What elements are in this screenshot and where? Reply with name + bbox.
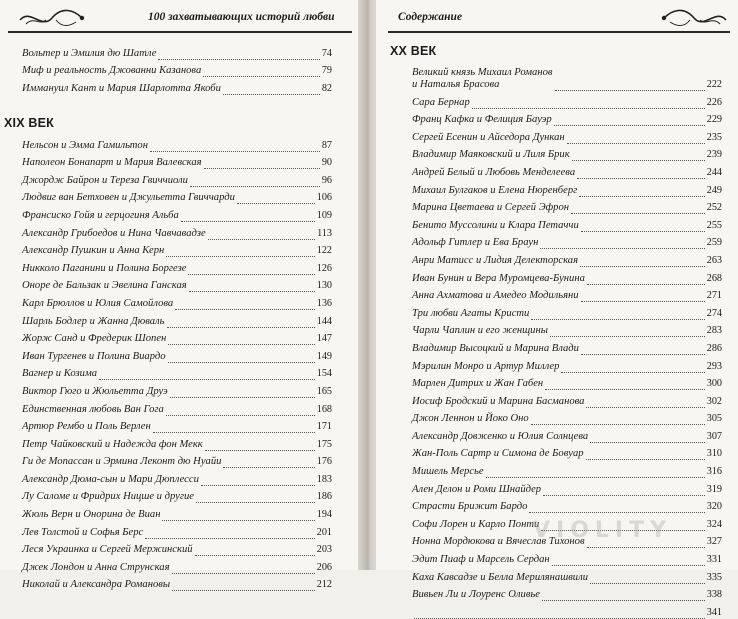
entry-title: Ги де Мопассан и Эрмина Леконт дю Нуайи — [22, 456, 222, 468]
entry-title: Артюр Рембо и Поль Верлен — [22, 421, 151, 433]
toc-entry — [412, 126, 722, 144]
entry-title — [412, 67, 553, 91]
entry-title: Нонна Мордюкова и Вячеслав Тихонов — [412, 536, 585, 548]
entry-title: Марлен Дитрих и Жан Габен — [412, 378, 544, 390]
toc-entry — [22, 204, 332, 222]
entry-title: Джек Лондон и Анна Струнская — [22, 561, 170, 573]
entry-page-number: 255 — [706, 219, 722, 231]
dot-leader — [580, 258, 705, 267]
entry-page-number: 136 — [316, 297, 332, 309]
dot-leader — [545, 381, 705, 390]
entry-title: Вольтер и Эмилия дю Шатле — [22, 47, 157, 59]
entry-page-number: 307 — [706, 430, 722, 442]
entry-page-number: 106 — [316, 192, 332, 204]
entry-title: Иван Тургенев и Полина Виардо — [22, 350, 166, 362]
entry-title: Софи Лорен и Карло Понти — [412, 518, 540, 530]
entry-page-number: 305 — [706, 413, 722, 425]
header-rule — [388, 31, 730, 33]
toc-entry — [412, 144, 722, 162]
toc-entry — [22, 398, 332, 416]
entry-title-line: Великий князь Михаил Романов — [412, 67, 553, 78]
toc-entry — [412, 601, 722, 619]
entry-page-number: 331 — [706, 554, 722, 566]
header-rule — [8, 31, 352, 33]
toc-entry — [22, 257, 332, 275]
entry-title: Жорж Санд и Фредерик Шопен — [22, 333, 167, 345]
entry-page-number: 96 — [321, 174, 332, 186]
dot-leader — [414, 610, 705, 619]
entry-title: Вивьен Ли и Лоуренс Оливье — [412, 589, 540, 601]
entry-title: Александр Грибоедов и Нина Чавчавадзе — [22, 227, 206, 239]
entry-page-number: 122 — [316, 245, 332, 257]
entry-page-number: 144 — [316, 315, 332, 327]
entry-title: Анри Матисс и Лидия Делекторская — [412, 254, 579, 266]
dot-leader — [189, 283, 315, 292]
entry-title: Мэрилин Монро и Артур Миллер — [412, 360, 560, 372]
toc-entry — [412, 161, 722, 179]
toc-entry — [22, 42, 332, 60]
entry-title: Вагнер и Козима — [22, 368, 98, 380]
dot-leader — [579, 188, 704, 197]
entry-title: Франц Кафка и Фелиция Бауэр — [412, 114, 552, 126]
dot-leader — [572, 152, 705, 161]
dot-leader — [167, 319, 315, 328]
dot-leader — [170, 389, 315, 398]
toc-entry — [412, 267, 722, 285]
toc-entry — [22, 134, 332, 152]
entry-page-number: 286 — [706, 342, 722, 354]
entry-title: Жан-Поль Сартр и Симона де Бовуар — [412, 448, 584, 460]
toc-entry — [412, 548, 722, 566]
toc-entry — [22, 468, 332, 486]
entry-title: Лев Толстой и Софья Берс — [22, 526, 144, 538]
dot-leader — [162, 512, 314, 521]
dot-leader — [581, 346, 705, 355]
entry-page-number: 175 — [316, 438, 332, 450]
dot-leader — [166, 248, 314, 257]
toc-entry — [22, 539, 332, 557]
entry-page-number: 74 — [321, 47, 332, 59]
entry-page-number: 226 — [706, 96, 722, 108]
section-title: XX ВЕК — [390, 44, 437, 58]
toc-entry — [22, 433, 332, 451]
entry-title: Андрей Белый и Любовь Менделеева — [412, 166, 576, 178]
toc-entry — [22, 187, 332, 205]
dot-leader — [531, 416, 705, 425]
entry-title: Мишель Мерсье — [412, 466, 484, 478]
left-page — [0, 0, 362, 591]
entry-title: Единственная любовь Ван Гога — [22, 403, 164, 415]
toc-entry — [412, 214, 722, 232]
toc-list-top — [22, 42, 332, 95]
entry-page-number: 203 — [316, 544, 332, 556]
toc-entry — [412, 109, 722, 127]
running-head: Содержание — [398, 11, 463, 23]
toc-entry — [22, 60, 332, 78]
dot-leader — [181, 213, 315, 222]
entry-title: Петр Чайковский и Надежда фон Мекк — [22, 438, 203, 450]
entry-title: Франсиско Гойя и герцогиня Альба — [22, 209, 179, 221]
entry-page-number: 79 — [321, 65, 332, 77]
toc-entry — [412, 584, 722, 602]
entry-page-number: 239 — [706, 149, 722, 161]
dot-leader — [555, 82, 705, 91]
dot-leader — [195, 547, 315, 556]
dot-leader — [153, 424, 315, 433]
entry-title: Никколо Паганини и Полина Боргезе — [22, 262, 187, 274]
left-header — [0, 8, 352, 30]
toc-entry — [22, 521, 332, 539]
entry-page-number: 82 — [321, 82, 332, 94]
entry-page-number: 302 — [706, 395, 722, 407]
dot-leader — [188, 266, 314, 275]
dot-leader — [590, 575, 705, 584]
toc-entry — [412, 302, 722, 320]
entry-title: Александр Довженко и Юлия Солнцева — [412, 430, 589, 442]
dot-leader — [145, 530, 314, 539]
entry-title: Владимир Высоцкий и Марина Влади — [412, 342, 579, 354]
entry-page-number: 310 — [706, 448, 722, 460]
entry-page-number: 176 — [316, 456, 332, 468]
entry-page-number: 335 — [706, 571, 722, 583]
entry-page-number: 130 — [316, 280, 332, 292]
toc-entry — [22, 345, 332, 363]
dot-leader — [567, 135, 705, 144]
dot-leader — [581, 293, 705, 302]
toc-entry — [412, 566, 722, 584]
toc-entry — [22, 310, 332, 328]
toc-entry — [22, 275, 332, 293]
toc-entry — [22, 556, 332, 574]
dot-leader — [577, 170, 705, 179]
entry-title: Иван Бунин и Вера Муромцева-Бунина — [412, 272, 585, 284]
entry-title: Бенито Муссолини и Клара Петаччи — [412, 219, 579, 231]
dot-leader — [542, 592, 705, 601]
entry-page-number: 183 — [316, 473, 332, 485]
dot-leader — [204, 160, 320, 169]
toc-entry — [412, 249, 722, 267]
entry-page-number: 126 — [316, 262, 332, 274]
dot-leader — [561, 364, 704, 373]
entry-title: Сара Бернар — [412, 96, 470, 108]
dot-leader — [168, 336, 314, 345]
dot-leader — [586, 399, 704, 408]
entry-title: Иммануил Кант и Мария Шарлотта Якоби — [22, 82, 221, 94]
entry-page-number: 249 — [706, 184, 722, 196]
entry-page-number: 149 — [316, 350, 332, 362]
entry-title: Александр Дюма-сын и Мари Дюплесси — [22, 473, 199, 485]
toc-entry — [412, 355, 722, 373]
flourish-ornament-icon — [16, 6, 86, 32]
entry-title: Марина Цветаева и Сергей Эфрон — [412, 202, 569, 214]
dot-leader — [205, 442, 315, 451]
entry-page-number: 113 — [317, 227, 332, 239]
dot-leader — [552, 557, 705, 566]
toc-entry — [22, 451, 332, 469]
entry-title: Нельсон и Эмма Гамильтон — [22, 139, 148, 151]
dot-leader — [554, 117, 705, 126]
entry-page-number: 293 — [706, 360, 722, 372]
dot-leader — [172, 565, 315, 574]
toc-entry — [412, 232, 722, 250]
entry-page-number: 252 — [706, 202, 722, 214]
dot-leader — [158, 51, 319, 60]
dot-leader — [196, 494, 315, 503]
dot-leader — [223, 86, 320, 95]
toc-entry — [22, 169, 332, 187]
entry-page-number: 154 — [316, 368, 332, 380]
entry-page-number: 168 — [316, 403, 332, 415]
dot-leader — [529, 504, 704, 513]
entry-title: Леся Украинка и Сергей Мержинский — [22, 544, 193, 556]
dot-leader — [168, 354, 315, 363]
dot-leader — [531, 311, 704, 320]
entry-page-number: 327 — [706, 536, 722, 548]
entry-title: Джон Леннон и Йоко Оно — [412, 413, 529, 425]
toc-entry — [412, 408, 722, 426]
entry-page-number: 206 — [316, 561, 332, 573]
dot-leader — [543, 487, 705, 496]
entry-page-number: 300 — [706, 378, 722, 390]
toc-entry — [412, 390, 722, 408]
toc-entry — [412, 64, 722, 91]
entry-title: Чарли Чаплин и его женщины — [412, 325, 548, 337]
entry-title: Наполеон Бонапарт и Мария Валевская — [22, 157, 202, 169]
toc-entry — [412, 179, 722, 197]
entry-page-number: 341 — [706, 606, 722, 618]
entry-page-number: 229 — [706, 114, 722, 126]
toc-entry — [22, 222, 332, 240]
toc-entry — [412, 478, 722, 496]
dot-leader — [587, 276, 705, 285]
right-header — [388, 8, 733, 30]
toc-entry — [412, 285, 722, 303]
entry-page-number: 320 — [706, 501, 722, 513]
entry-title: Михаил Булгаков и Елена Нюренберг — [412, 184, 578, 196]
watermark: VIOLITY — [533, 518, 673, 543]
entry-title: Шарль Бодлер и Жанна Дюваль — [22, 315, 165, 327]
toc-entry — [22, 574, 332, 592]
toc-entry — [22, 503, 332, 521]
toc-entry — [22, 416, 332, 434]
entry-title: Адольф Гитлер и Ева Браун — [412, 237, 539, 249]
toc-entry — [22, 292, 332, 310]
toc-entry — [412, 197, 722, 215]
dot-leader — [201, 477, 315, 486]
entry-title: Джордж Байрон и Тереза Гвиччиоли — [22, 174, 188, 186]
dot-leader — [486, 469, 705, 478]
dot-leader — [99, 371, 315, 380]
entry-title: Каха Кавсадзе и Белла Мерилянашвили — [412, 571, 589, 583]
entry-title: Лу Саломе и Фридрих Ницше и другие — [22, 491, 194, 503]
toc-entry — [22, 240, 332, 258]
entry-title: Людвиг ван Бетховен и Джульетта Гвиччарди — [22, 192, 235, 204]
toc-entry — [412, 443, 722, 461]
entry-page-number: 171 — [316, 421, 332, 433]
flourish-ornament-icon — [660, 6, 730, 32]
toc-entry — [22, 77, 332, 95]
entry-page-number: 338 — [706, 589, 722, 601]
toc-entry — [412, 373, 722, 391]
toc-entry — [412, 460, 722, 478]
toc-list-xix — [22, 134, 332, 591]
toc-entry — [22, 380, 332, 398]
entry-title: Три любви Агаты Кристи — [412, 307, 530, 319]
entry-page-number: 194 — [316, 509, 332, 521]
entry-page-number: 109 — [316, 209, 332, 221]
running-head: 100 захватывающих историй любви — [148, 11, 335, 23]
dot-leader — [203, 68, 320, 77]
dot-leader — [472, 100, 705, 109]
entry-page-number: 147 — [316, 333, 332, 345]
entry-title: Иосиф Бродский и Марина Басманова — [412, 395, 585, 407]
dot-leader — [550, 328, 705, 337]
entry-title: Александр Пушкин и Анна Керн — [22, 245, 165, 257]
entry-page-number: 201 — [316, 526, 332, 538]
dot-leader — [172, 582, 315, 591]
toc-entry — [412, 425, 722, 443]
entry-title: Владимир Маяковский и Лиля Брик — [412, 149, 570, 161]
entry-title: Анна Ахматова и Амедео Модильяни — [412, 290, 579, 302]
entry-page-number: 283 — [706, 325, 722, 337]
entry-page-number: 90 — [321, 157, 332, 169]
entry-title: Оноре де Бальзак и Эвелина Ганская — [22, 280, 187, 292]
toc-entry — [22, 328, 332, 346]
dot-leader — [150, 143, 320, 152]
entry-page-number: 268 — [706, 272, 722, 284]
entry-title-line: и Наталья Брасова — [412, 79, 500, 90]
right-page — [376, 0, 738, 618]
dot-leader — [223, 459, 314, 468]
entry-title: Виктор Гюго и Жюльетта Друэ — [22, 385, 168, 397]
entry-page-number: 274 — [706, 307, 722, 319]
entry-page-number: 259 — [706, 237, 722, 249]
entry-title: Сергей Есенин и Айседора Дункан — [412, 131, 565, 143]
entry-page-number: 324 — [706, 518, 722, 530]
toc-entry — [22, 486, 332, 504]
entry-page-number: 186 — [316, 491, 332, 503]
toc-entry — [412, 91, 722, 109]
dot-leader — [571, 205, 705, 214]
toc-entry — [412, 337, 722, 355]
dot-leader — [175, 301, 315, 310]
dot-leader — [586, 451, 705, 460]
toc-entry — [22, 363, 332, 381]
toc-entry — [22, 152, 332, 170]
entry-page-number: 235 — [706, 131, 722, 143]
section-title: XIX ВЕК — [4, 116, 55, 130]
entry-title: Карл Брюллов и Юлия Самойлова — [22, 297, 174, 309]
entry-page-number: 87 — [321, 139, 332, 151]
dot-leader — [581, 223, 705, 232]
entry-title: Жюль Верн и Онорина де Виан — [22, 509, 161, 521]
dot-leader — [590, 434, 705, 443]
entry-page-number: 271 — [706, 290, 722, 302]
entry-title: Страсти Брижит Бардо — [412, 501, 528, 513]
dot-leader — [208, 231, 315, 240]
entry-page-number: 222 — [706, 79, 722, 90]
entry-page-number: 244 — [706, 166, 722, 178]
dot-leader — [166, 407, 315, 416]
entry-title: Эдит Пиаф и Марсель Сердан — [412, 554, 550, 566]
entry-page-number: 165 — [316, 385, 332, 397]
dot-leader — [237, 195, 315, 204]
entry-title: Николай и Александра Романовы — [22, 579, 171, 591]
entry-title: Миф и реальность Джованни Казанова — [22, 65, 202, 77]
dot-leader — [540, 240, 704, 249]
entry-title: Ален Делон и Роми Шнайдер — [412, 483, 542, 495]
entry-page-number: 319 — [706, 483, 722, 495]
entry-page-number: 212 — [316, 579, 332, 591]
entry-page-number: 316 — [706, 466, 722, 478]
dot-leader — [190, 178, 320, 187]
toc-entry — [412, 320, 722, 338]
entry-page-number: 263 — [706, 254, 722, 266]
toc-entry — [412, 496, 722, 514]
